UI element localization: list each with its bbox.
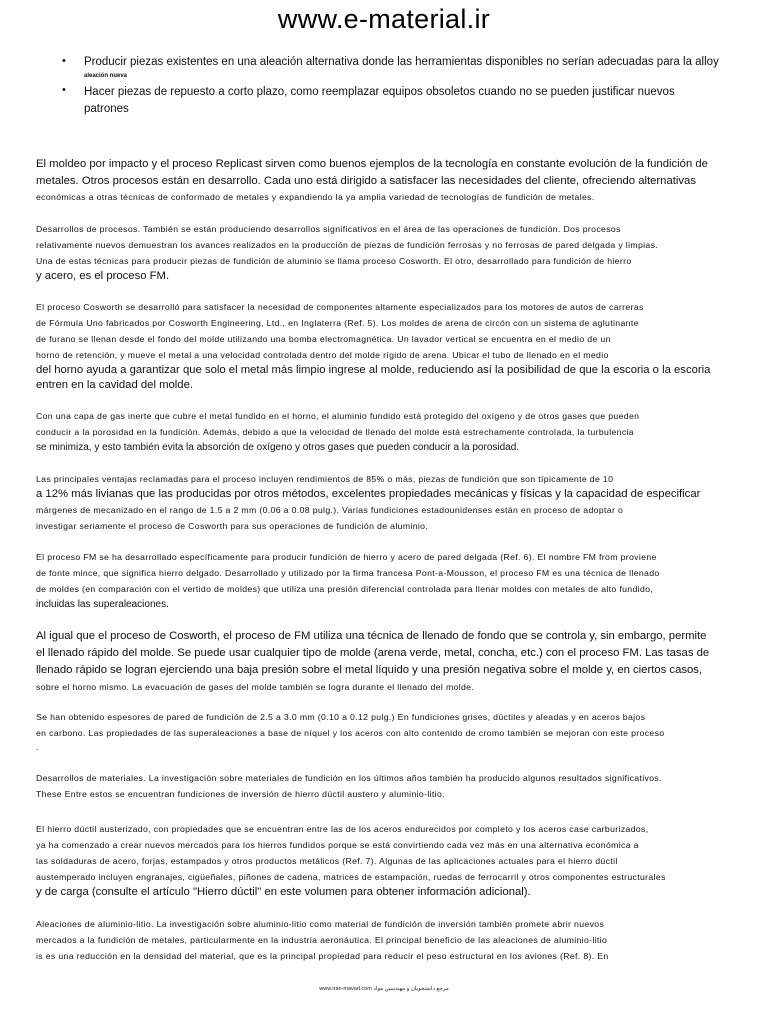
text-line: se minimiza, y esto también evita la absorción de oxígeno y otros gases que pueden conducir a la porosidad. [36,442,520,453]
bullet-list [62,55,722,117]
text-line: Desarrollos de materiales. La investigación sobre materiales de fundición en los últimos años también ha producido algunos resultados significativos. [36,773,662,783]
text-line: investigar seriamente el proceso de Cosworth para sus operaciones de fundición de aluminio. [36,521,429,531]
text-line: de Fórmula Uno fabricados por Cosworth Engineering, Ltd., en Inglaterra (Ref. 5). Los moldes de arena de circón con un sistema de aglutinante [36,318,639,328]
text-line: el llenado rápido del molde. Se puede usar cualquier tipo de molde (arena verde, metal, concha, etc.) con el proceso FM. Las tasas de [36,647,710,659]
text-line: Se han obtenido espesores de pared de fundición de 2.5 a 3.0 mm (0.10 a 0.12 pulg.) En fundiciones grises, dúctiles y aleadas y en aceros bajos [36,712,646,722]
text-line: metales. Otros procesos están en desarrollo. Cada uno está dirigido a satisfacer las necesidades del cliente, ofreciendo alternativas [36,175,696,187]
text-line: y acero, es el proceso FM. [36,270,170,282]
text-line: márgenes de mecanizado en el rango de 1.5 a 2 mm (0.06 a 0.08 pulg.). Varias fundiciones estadounidenses están en proceso de adoptar o [36,505,624,515]
text-line: económicas a otras técnicas de conformado de metales y expandiendo la ya amplia variedad de tecnologías de fundición de metales. [36,192,595,202]
text-line: de fonte mince, que significa hierro delgado. Desarrollado y utilizado por la firma francesa Pont-a-Mousson, el proceso FM es una técnica de llenado [36,568,660,578]
text-line: de furano se llenan desde el fondo del molde utilizando una bomba electromagnética. Un lavador vertical se encuentra en el medio de un [36,334,611,344]
text-line: horno de retención, y mueve el metal a una velocidad controlada dentro del molde rígido de arena. Ubicar el tubo de llenado en el medio [36,350,609,360]
text-line: These Entre estos se encuentran fundiciones de inversión de hierro dúctil austero y aluminio-litio. [36,789,445,799]
text-line: Desarrollos de procesos. También se están produciendo desarrollos significativos en el área de las operaciones de fundición. Dos procesos [36,224,621,234]
text-line: Una de estas técnicas para producir piezas de fundición de aluminio se llama proceso Cosworth. El otro, desarrollado para fundición de hierro [36,256,632,266]
paragraph-cosworth [36,299,720,393]
text-line: . [36,742,39,752]
footer-credit: www.iran-mavad.com مرجع دانشجویان و مهندسین مواد [319,986,449,992]
text-line: mercados a la fundición de metales, particularmente en la industria aeronáutica. El principal beneficio de las aleaciones de aluminio-litio [36,935,608,945]
bullet-text: Hacer piezas de repuesto a corto plazo, como reemplazar equipos obsoletos cuando no se pueden justificar nuevos [84,86,675,98]
text-line: is es una reducción en la densidad del material, que es la principal propiedad para reducir el peso estructural en los aviones (Ref. 8). En [36,951,609,961]
text-line: El proceso Cosworth se desarrolló para satisfacer la necesidad de componentes altamente especializados para los motores de autos de carreras [36,302,644,312]
text-line: llenado rápido se logran ejerciendo una baja presión sobre el metal líquido y una presión negativa sobre el molde y, en ciertos casos, [36,664,703,676]
text-line: las soldaduras de acero, forjas, estampados y otros productos metálicos (Ref. 7). Algunas de las aplicaciones actuales para el hierro dúctil [36,856,618,866]
text-line: relativamente nuevos demuestran los avances realizados en la producción de piezas de fundición ferrosas y no ferrosas de pared delgada y limpias. [36,240,659,250]
bullet-dot: • [62,84,66,96]
text-line: del horno ayuda a garantizar que solo el metal más limpio ingrese al molde, reduciendo así la posibilidad de que la escoria o la escoria [36,364,711,376]
paragraph-intro [36,157,720,205]
text-line: y de carga (consulte el artículo "Hierro dúctil" en este volumen para obtener información adicional). [36,886,531,898]
list-item [62,55,722,81]
paragraph-ductile-iron [36,821,720,900]
text-line: El proceso FM se ha desarrollado específicamente para producir fundición de hierro y acero de pared delgada (Ref. 6). El nombre FM from proviene [36,552,657,562]
paragraph-inert-gas [36,408,720,456]
text-line: Al igual que el proceso de Cosworth, el proceso de FM utiliza una técnica de llenado de fondo que se controla y, sin embargo, permite [36,630,707,642]
text-line: entren en la cavidad del molde. [36,379,194,391]
text-line: en carbono. Las propiedades de las superaleaciones a base de níquel y los aceros con alto contenido de cromo también se mejoran con este proceso [36,728,665,738]
site-title: www.e-material.ir [277,4,491,34]
list-item [62,84,722,117]
text-line: conducir a la porosidad en la fundición. Además, debido a que la velocidad de llenado del molde está estrechamente controlada, la turbulencia [36,427,634,437]
bullet-text: Producir piezas existentes en una aleación alternativa donde las herramientas disponibles no serían adecuadas para la alloy [84,56,719,68]
text-line: de moldes (en comparación con el vertido de moldes) que utiliza una presión diferencial controlada para llenar moldes con metales de alto fundido, [36,584,654,594]
paragraph-advantages [36,471,720,534]
bullet-text-continued: patrones [84,103,129,115]
bullet-dot: • [62,55,66,67]
text-line: El moldeo por impacto y el proceso Replicast sirven como buenos ejemplos de la tecnología en constante evolución de la fundición de [36,158,708,170]
text-line: a 12% más livianas que las producidas por otros métodos, excelentes propiedades mecánicas y físicas y la capacidad de especificar [36,488,701,500]
text-line: Las principales ventajas reclamadas para el proceso incluyen rendimientos de 85% o más, piezas de fundición que son típicamente de 10 [36,474,614,484]
text-line: austemperado incluyen engranajes, cigüeñales, piñones de cadena, matrices de estampación, ruedas de ferrocarril y otros componentes estructurales [36,872,666,882]
text-line: sobre el horno mismo. La evacuación de gases del molde también se logra durante el llenado del molde. [36,682,475,692]
paragraph-aluminum-lithium [36,916,720,964]
text-line: Con una capa de gas inerte que cubre el metal fundido en el horno, el aluminio fundido está protegido del oxígeno y de otros gases que pueden [36,411,640,421]
paragraph-wall-thickness [36,709,720,753]
article-body [36,157,720,964]
paragraph-fm-filling [36,628,720,695]
text-line: Aleaciones de aluminio-litio. La investigación sobre aluminio-litio como material de fundición de inversión también promete abrir nuevos [36,919,605,929]
paragraph-fm-process [36,549,720,613]
text-line: incluidas las superaleaciones. [36,599,169,610]
paragraph-materials-developments [36,770,720,802]
text-line: ya ha comenzado a crear nuevos mercados para los hierros fundidos porque se está convirtiendo cada vez más en una alternativa económica a [36,840,639,850]
paragraph-process-developments [36,221,720,284]
text-line: El hierro dúctil austerizado, con propiedades que se encuentran entre las de los aceros endurecidos por completo y los aceros case carburizados, [36,824,649,834]
bullet-note: aleación nueva [84,73,128,79]
